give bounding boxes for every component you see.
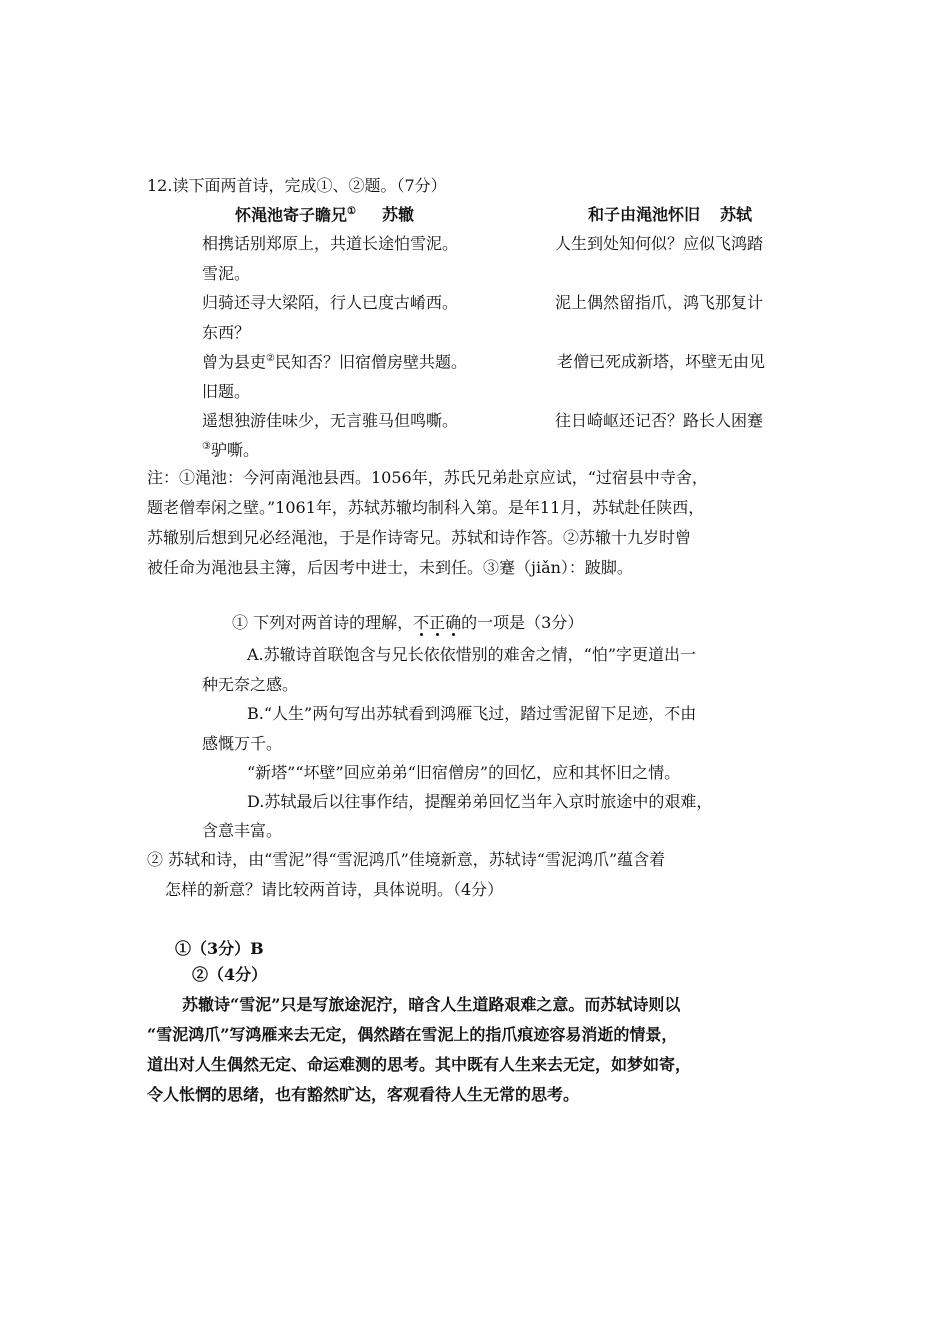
answer-line-3: 道出对人生偶然无定、命运难测的思考。其中既有人生来去无定，如梦如寄，	[147, 1055, 692, 1074]
answer-line-4: 令人怅惘的思绪，也有豁然旷达，客观看待人生无常的思考。	[147, 1085, 580, 1104]
poem1-line-3-end: 民知否？旧宿僧房壁共题。	[274, 352, 467, 372]
notes-line-3: 苏辙别后想到兄必经渑池，于是作诗寄兄。苏轼和诗作答。②苏辙十九岁时曾	[147, 528, 692, 547]
q1-prompt	[232, 613, 583, 634]
notes-line-2: 题老僧奉闲之壁。”1061年，苏轼苏辙均制科入第。是年11月，苏轼赴任陕西，	[147, 498, 705, 517]
q1-suffix: 的一项是（3分）	[461, 613, 584, 632]
option-c: “新塔”“坏壁”回应弟弟“旧宿僧房”的回忆，应和其怀旧之情。	[247, 763, 681, 782]
poem1-line-2: 归骑还寻大梁陌，行人已度古崤西。	[202, 293, 459, 312]
poem2-title: 和子由渑池怀旧	[588, 205, 701, 224]
poem2-line-1: 人生到处知何似？应似飞鸿踏	[555, 234, 764, 253]
poem-wrap-4	[202, 440, 259, 461]
poem1-author: 苏辙	[381, 205, 414, 225]
emphasis-char: 确	[445, 613, 462, 632]
poem-wrap-2: 东西？	[202, 323, 251, 342]
emphasis-char: 正	[429, 613, 446, 632]
q2-line-2: 怎样的新意？请比较两首诗，具体说明。（4分）	[165, 880, 504, 899]
poem1-line-1: 相携话别郑原上，共道长途怕雪泥。	[202, 234, 459, 253]
answer-2-label: ②（4分）	[192, 965, 268, 984]
note-mark-2: ②	[266, 353, 275, 364]
poem2-line-3: 老僧已死成新塔，坏壁无由见	[557, 352, 766, 371]
poem1-title-line	[235, 205, 414, 226]
answer-line-1: 苏辙诗“雪泥”只是写旅途泥泞，暗含人生道路艰难之意。而苏轼诗则以	[182, 995, 681, 1014]
poem1-line-3-start: 曾为县吏	[202, 352, 267, 372]
notes-line-1: 注：①渑池：今河南渑池县西。1056年，苏氏兄弟赴京应试，“过宿县中寺舍，	[147, 468, 708, 487]
answer-line-2: “雪泥鸿爪”写鸿雁来去无定，偶然踏在雪泥上的指爪痕迹容易消逝的情景，	[147, 1025, 678, 1044]
poem2-line-4: 往日崎岖还记否？路长人困蹇	[555, 411, 764, 430]
poem1-line-4: 遥想独游佳味少，无言骓马但鸣嘶。	[202, 411, 459, 430]
poem-wrap-4-text: 驴嘶。	[210, 440, 259, 460]
poem2-author: 苏轼	[720, 205, 753, 224]
poem-wrap-1: 雪泥。	[202, 264, 251, 283]
option-a-wrap: 种无奈之感。	[202, 675, 299, 694]
option-d-wrap: 含意丰富。	[202, 821, 283, 840]
option-a: A.苏辙诗首联饱含与兄长依依惜别的难舍之情，“怕”字更道出一	[247, 645, 697, 664]
poem1-title: 怀渑池寄子瞻兄	[235, 205, 348, 225]
poem1-note-mark: ①	[347, 206, 356, 217]
poem2-title-line	[588, 205, 752, 226]
option-b: B.“人生”两句写出苏轼看到鸿雁飞过，踏过雪泥留下足迹，不由	[247, 704, 697, 723]
poem2-line-2: 泥上偶然留指爪，鸿飞那复计	[555, 293, 764, 312]
q1-prefix: ① 下列对两首诗的理解，	[232, 613, 414, 632]
poem1-line-3	[202, 352, 467, 373]
emphasis-char: 不	[413, 613, 430, 632]
option-d: D.苏轼最后以往事作结，提醒弟弟回忆当年入京时旅途中的艰难，	[247, 792, 713, 811]
note-mark-3: ③	[202, 441, 211, 452]
q2-line-1: ② 苏轼和诗，由“雪泥”得“雪泥鸿爪”佳境新意，苏轼诗“雪泥鸿爪”蕴含着	[147, 850, 666, 869]
answer-1: ①（3分）B	[175, 939, 264, 958]
notes-line-4: 被任命为渑池县主簿，后因考中进士，未到任。③蹇（jiǎn）：跛脚。	[147, 558, 633, 577]
poem-wrap-3: 旧题。	[202, 382, 251, 401]
option-b-wrap: 感慨万千。	[202, 734, 283, 753]
question-header: 12.读下面两首诗，完成①、②题。（7分）	[147, 176, 447, 195]
